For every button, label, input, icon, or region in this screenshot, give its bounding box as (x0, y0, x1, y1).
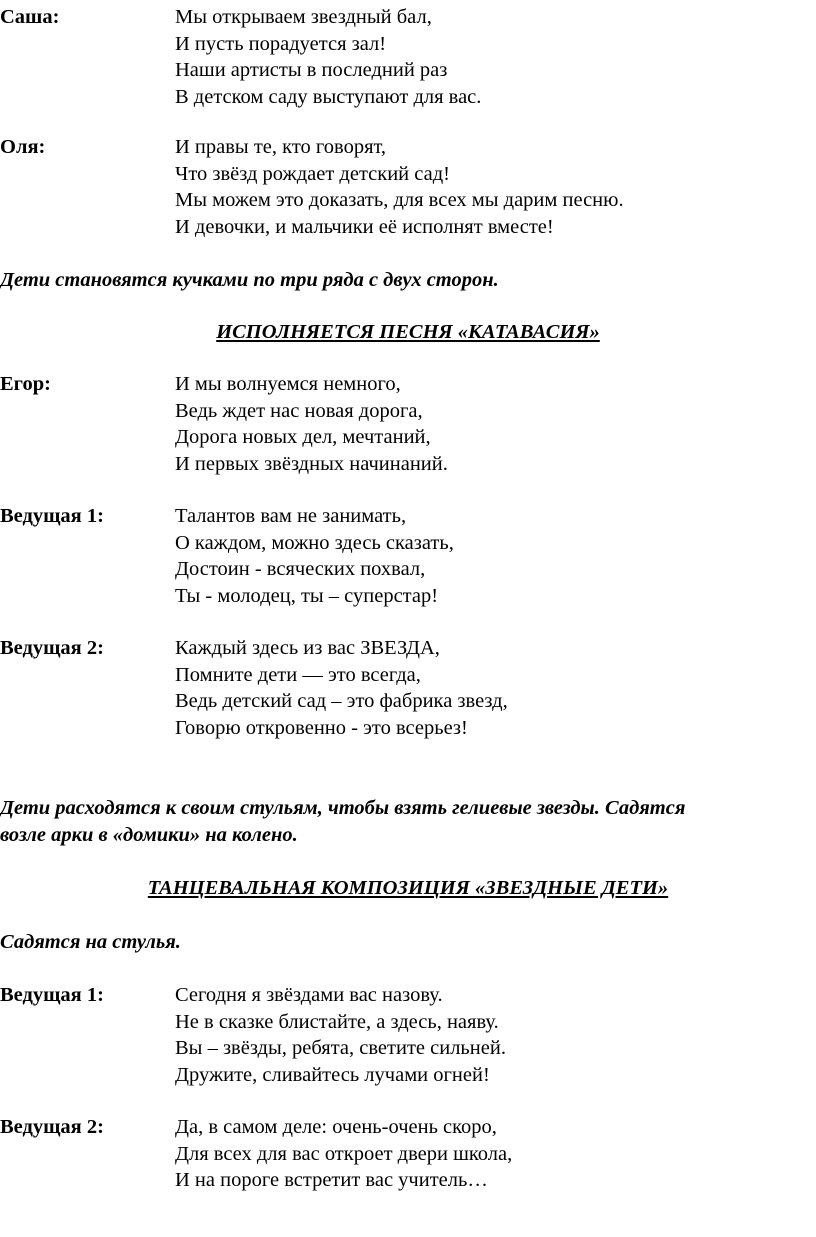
speech-line: Мы открываем звездный бал, (175, 6, 432, 28)
section-heading: ТАНЦЕВАЛЬНАЯ КОМПОЗИЦИЯ «ЗВЕЗДНЫЕ ДЕТИ» (147, 877, 669, 899)
speech-line: О каждом, можно здесь сказать, (175, 531, 454, 554)
speech-lines (175, 503, 454, 609)
speaker-name: Оля: (0, 136, 46, 158)
speech-line: Помните дети — это всегда, (175, 663, 421, 686)
speech-line: И девочки, и мальчики её исполнят вместе! (175, 215, 554, 238)
speech-line: И пусть порадуется зал! (175, 32, 387, 55)
speech-line: Ведь ждет нас новая дорога, (175, 399, 423, 422)
speech-lines (175, 134, 624, 240)
speech-line: Сегодня я звёздами вас назову. (175, 984, 443, 1006)
stage-direction: Дети расходятся к своим стульям, чтобы взять гелиевые звезды. Садятся (0, 797, 686, 819)
speech-line: Не в сказке блистайте, а здесь, наяву. (175, 1010, 499, 1033)
speech-line: В детском саду выступают для вас. (175, 85, 482, 108)
section-heading: ИСПОЛНЯЕТСЯ ПЕСНЯ «КАТАВАСИЯ» (216, 321, 600, 343)
speech-line: И первых звёздных начинаний. (175, 452, 448, 475)
speech-lines (175, 635, 508, 741)
speech-lines (175, 1114, 512, 1194)
speech-line: Мы можем это доказать, для всех мы дарим песню. (175, 189, 624, 211)
speech-line: Что звёзд рождает детский сад! (175, 162, 450, 185)
speech-line: Ведь детский сад – это фабрика звезд, (175, 690, 508, 712)
stage-direction: Садятся на стулья. (0, 931, 181, 953)
speech-lines (175, 371, 448, 477)
stage-direction: возле арки в «домики» на колено. (0, 824, 298, 846)
speaker-name: Ведущая 1: (0, 505, 104, 527)
speech-lines (175, 982, 506, 1088)
speech-line: Для всех для вас откроет двери школа, (175, 1142, 513, 1165)
speech-line: Талантов вам не занимать, (175, 505, 407, 527)
speech-line: Достоин - всяческих похвал, (175, 558, 426, 580)
speech-line: Дорога новых дел, мечтаний, (175, 426, 431, 448)
speaker-name: Ведущая 2: (0, 1116, 104, 1138)
stage-direction: Дети становятся кучками по три ряда с двух сторон. (0, 269, 499, 291)
speech-line: И на пороге встретит вас учитель… (175, 1169, 488, 1191)
speech-line: Наши артисты в последний раз (175, 59, 448, 81)
speech-line: Ты - молодец, ты – суперстар! (175, 584, 439, 607)
speech-line: И мы волнуемся немного, (175, 373, 401, 395)
speaker-name: Егор: (0, 373, 51, 395)
speaker-name: Ведущая 1: (0, 984, 104, 1006)
speech-line: Вы – звёзды, ребята, светите сильней. (175, 1037, 506, 1059)
speech-line: Да, в самом деле: очень-очень скоро, (175, 1116, 497, 1138)
speaker-name: Саша: (0, 6, 60, 28)
speech-line: Говорю откровенно - это всерьез! (175, 716, 468, 739)
speech-line: И правы те, кто говорят, (175, 136, 387, 158)
speech-line: Каждый здесь из вас ЗВЕЗДА, (175, 637, 440, 659)
speaker-name: Ведущая 2: (0, 637, 104, 659)
speech-lines (175, 4, 481, 110)
speech-line: Дружите, сливайтесь лучами огней! (175, 1063, 490, 1086)
